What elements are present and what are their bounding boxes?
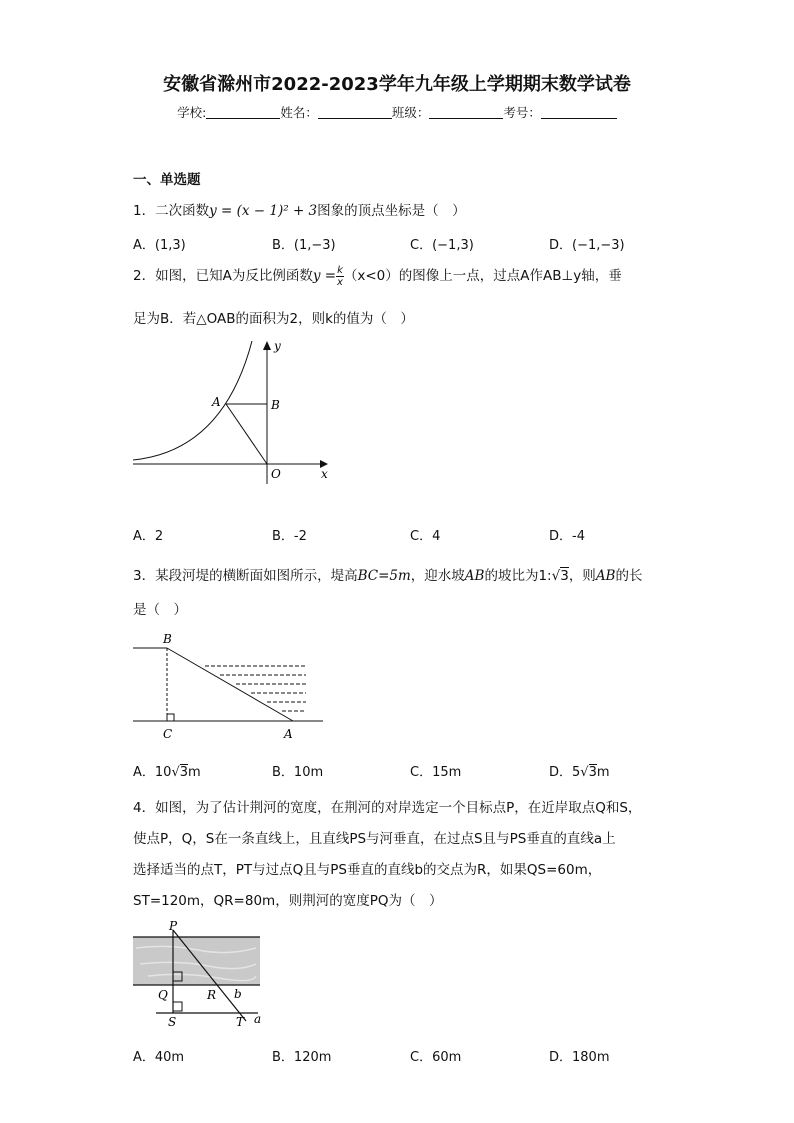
q2-figure [128, 336, 338, 486]
q1-option-d[interactable]: D．(−1,−3) [549, 238, 625, 253]
segment-ao [226, 404, 267, 464]
label-a: A [284, 727, 293, 741]
q2-option-d[interactable]: D．-4 [549, 529, 585, 544]
q4-option-d[interactable]: D．180m [549, 1050, 610, 1065]
q3-option-a[interactable]: A．10√3m [133, 765, 201, 780]
class-blank[interactable] [429, 105, 503, 119]
q1-prefix: 1．二次函数 [133, 203, 210, 219]
q3-mid3: ，则 [568, 568, 596, 584]
label-a: a [254, 1012, 262, 1026]
q3-suffix: 的长 [615, 568, 643, 584]
sqrt-icon: √ [171, 765, 180, 780]
q4-option-c[interactable]: C．60m [410, 1050, 462, 1065]
label-y: y [274, 339, 281, 353]
label-p: P [169, 919, 178, 933]
q2-prefix: 2．如图，已知A为反比例函数 [133, 268, 313, 284]
label-b: B [163, 632, 172, 646]
label-q: Q [158, 988, 168, 1002]
school-label: 学校: [177, 105, 207, 120]
q2-condition: （x<0） [343, 268, 399, 284]
q3-figure [130, 628, 330, 743]
hyperbola-curve [133, 341, 252, 460]
label-c: C [163, 727, 173, 741]
river-band [133, 937, 260, 985]
q1-suffix: 图象的顶点坐标是（ ） [317, 203, 466, 219]
school-blank[interactable] [206, 105, 280, 119]
question-2-line1 [133, 264, 622, 288]
q3-mid: ，迎水坡 [410, 568, 465, 584]
water-lines [205, 666, 306, 711]
q1-formula: y = (x − 1)² + 3 [209, 203, 318, 219]
label-b: B [271, 398, 280, 412]
q3-prefix: 3．某段河堤的横断面如图所示，堤高 [133, 568, 358, 584]
q2-frac-den: x [337, 276, 343, 288]
label-a: A [212, 395, 221, 409]
question-4-line4: ST=120m，QR=80m，则荆河的宽度PQ为（ ） [133, 893, 443, 909]
sqrt-icon: √ [580, 765, 589, 780]
q3-ratio-radicand: 3 [560, 568, 569, 584]
question-1-stem [133, 199, 466, 219]
question-4-line3: 选择适当的点T，PT与过点Q且与PS垂直的直线b的交点为R，如果QS=60m， [133, 862, 602, 878]
q3-ab: AB [464, 568, 485, 584]
right-angle-mark [167, 714, 174, 721]
q4-option-b[interactable]: B．120m [272, 1050, 332, 1065]
q4-option-a[interactable]: A．40m [133, 1050, 185, 1065]
student-info-line [0, 103, 794, 121]
q2-suffix: 的图像上一点，过点A作AB⊥y轴，垂 [398, 268, 622, 284]
q3-option-c[interactable]: C．15m [410, 765, 462, 780]
label-s: S [168, 1015, 177, 1029]
number-blank[interactable] [541, 105, 617, 119]
page-title: 安徽省滁州市2022-2023学年九年级上学期期末数学试卷 [163, 74, 631, 95]
right-angle-s [173, 1002, 182, 1011]
q2-formula-y: y = [312, 268, 337, 284]
label-r: R [207, 988, 217, 1002]
section-title: 一、单选题 [133, 172, 201, 188]
q3-ratio-pre: 1: [538, 568, 552, 584]
q4-figure [128, 918, 278, 1033]
q1-option-c[interactable]: C．(−1,3) [410, 238, 474, 253]
q3-option-b[interactable]: B．10m [272, 765, 324, 780]
label-b: b [234, 987, 242, 1001]
name-label: 姓名： [280, 105, 318, 120]
y-axis-arrow-icon [263, 341, 271, 350]
class-label: 班级： [391, 105, 430, 120]
label-o: O [271, 467, 281, 481]
q2-frac-num: k [337, 264, 343, 276]
question-4-line1: 4．如图，为了估计荆河的宽度，在荆河的对岸选定一个目标点P，在近岸取点Q和S， [133, 800, 642, 816]
question-2-line2: 足为B．若△OAB的面积为2，则k的值为（ ） [133, 311, 414, 327]
question-3-line2: 是（ ） [133, 602, 187, 618]
sqrt-icon: √ [551, 568, 561, 584]
question-3-line1 [133, 564, 642, 584]
q2-fraction [336, 265, 344, 288]
q3-mid2: 的坡比为 [484, 568, 539, 584]
q3-option-d[interactable]: D．5√3m [549, 765, 610, 780]
q3-ab2: AB [595, 568, 616, 584]
q3-bc: BC=5m [357, 568, 411, 584]
question-4-line2: 使点P，Q，S在一条直线上，且直线PS与河垂直，在过点S且与PS垂直的直线a上 [133, 831, 616, 847]
name-blank[interactable] [318, 105, 392, 119]
number-label: 考号： [503, 105, 541, 120]
q2-option-b[interactable]: B．-2 [272, 529, 307, 544]
q2-option-c[interactable]: C．4 [410, 529, 441, 544]
label-x: x [321, 467, 328, 481]
label-t: T [236, 1015, 245, 1029]
q1-option-b[interactable]: B．(1,−3) [272, 238, 336, 253]
q2-option-a[interactable]: A．2 [133, 529, 164, 544]
q1-option-a[interactable]: A．(1,3) [133, 238, 186, 253]
